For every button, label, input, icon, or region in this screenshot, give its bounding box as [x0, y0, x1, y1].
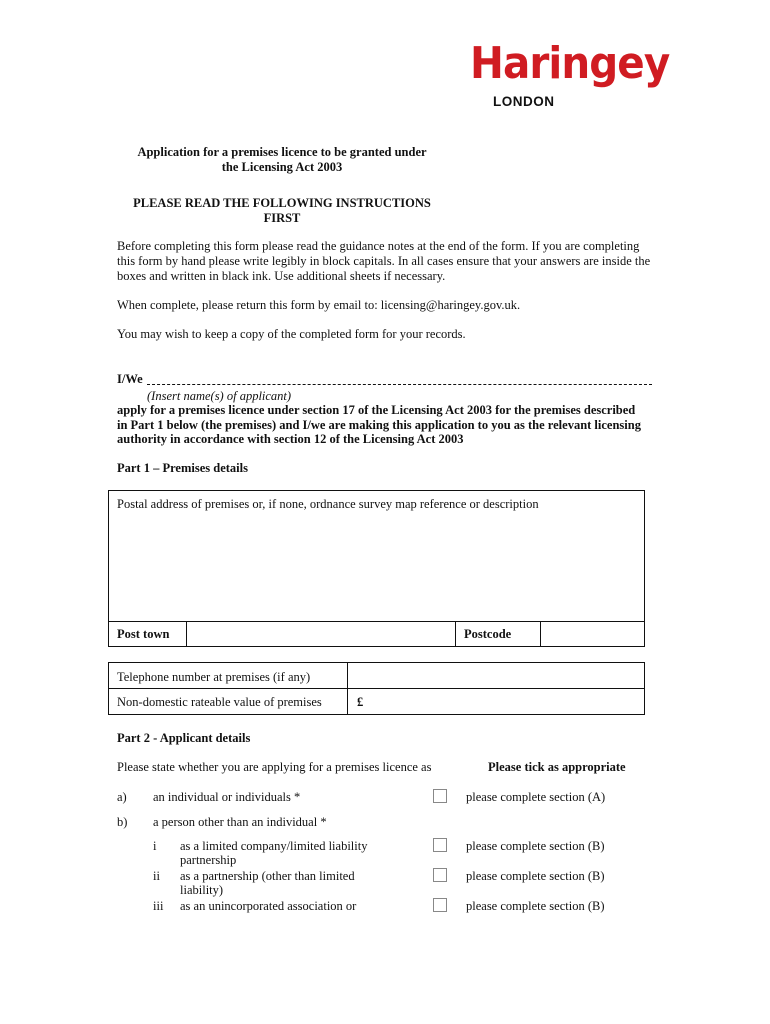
currency-symbol: £: [357, 695, 364, 709]
premises-address-field[interactable]: [109, 491, 644, 621]
option-a-action: please complete section (A): [466, 790, 606, 804]
sub-option-iii-text: as an unincorporated association or: [180, 899, 357, 913]
option-a-checkbox[interactable]: [433, 789, 447, 803]
sub-option-ii-checkbox[interactable]: [433, 868, 447, 882]
haringey-logo-sublabel: LONDON: [493, 94, 555, 109]
sub-option-i-checkbox[interactable]: [433, 838, 447, 852]
rateable-value-label: Non-domestic rateable value of premises: [117, 695, 322, 709]
telephone-label: Telephone number at premises (if any): [117, 670, 311, 684]
instructions-heading: [117, 196, 447, 226]
form-title-line2: the Licensing Act 2003: [221, 160, 343, 174]
option-a-marker: a): [117, 790, 127, 804]
return-instructions: When complete, please return this form by email to: licensing@haringey.gov.uk.: [117, 298, 521, 312]
part2-question: Please state whether you are applying for a premises licence as: [117, 760, 432, 774]
tick-heading: Please tick as appropriate: [488, 760, 626, 774]
form-title-line1: Application for a premises licence to be granted under: [137, 145, 427, 159]
applicant-statement: apply for a premises licence under section 17 of the Licensing Act 2003 for the premises described in Part 1 below (the premises) and I/we are making this application to you as the relevant licensing authority in accordance with section 12 of the Licensing Act 2003: [117, 403, 641, 446]
option-a-text: an individual or individuals *: [153, 790, 301, 804]
instructions-heading-line2: FIRST: [263, 211, 301, 225]
postcode-field[interactable]: [541, 622, 644, 646]
intro-paragraph: Before completing this form please read the guidance notes at the end of the form. If you are completing this form by hand please write legibly in block capitals. In all cases ensure that your answers are inside the boxes and written in black ink. Use additional sheets if necessary.: [117, 239, 651, 283]
part2-heading: Part 2 - Applicant details: [117, 731, 251, 745]
sub-option-iii-checkbox[interactable]: [433, 898, 447, 912]
premises-address-box: [108, 490, 645, 647]
form-title: [117, 145, 447, 175]
copy-note: You may wish to keep a copy of the completed form for your records.: [117, 327, 466, 341]
sub-option-i-action: please complete section (B): [466, 839, 605, 853]
part1-heading: Part 1 – Premises details: [117, 461, 248, 475]
sub-option-i-text: as a limited company/limited liability partnership: [180, 839, 368, 867]
telephone-field[interactable]: [348, 663, 644, 688]
premises-address-label: Postal address of premises or, if none, ordnance survey map reference or description: [117, 497, 539, 511]
sub-option-ii-action: please complete section (B): [466, 869, 605, 883]
sub-option-ii-marker: ii: [153, 869, 160, 883]
option-b-text: a person other than an individual *: [153, 815, 327, 829]
rateable-value-field[interactable]: [367, 689, 644, 714]
post-town-label: Post town: [117, 627, 170, 641]
sub-option-ii-text: as a partnership (other than limited liability): [180, 869, 355, 897]
instructions-heading-line1: PLEASE READ THE FOLLOWING INSTRUCTIONS: [133, 196, 431, 210]
postcode-label: Postcode: [464, 627, 512, 641]
option-b-marker: b): [117, 815, 128, 829]
post-town-field[interactable]: [187, 622, 454, 646]
applicant-hint: (Insert name(s) of applicant): [147, 389, 292, 403]
haringey-logo: Haringey: [470, 38, 670, 89]
sub-option-i-marker: i: [153, 839, 157, 853]
sub-option-iii-action: please complete section (B): [466, 899, 605, 913]
sub-option-iii-marker: iii: [153, 899, 164, 913]
applicant-label: I/We: [117, 372, 143, 386]
premises-contact-box: [108, 662, 645, 715]
applicant-name-line[interactable]: [147, 376, 652, 385]
